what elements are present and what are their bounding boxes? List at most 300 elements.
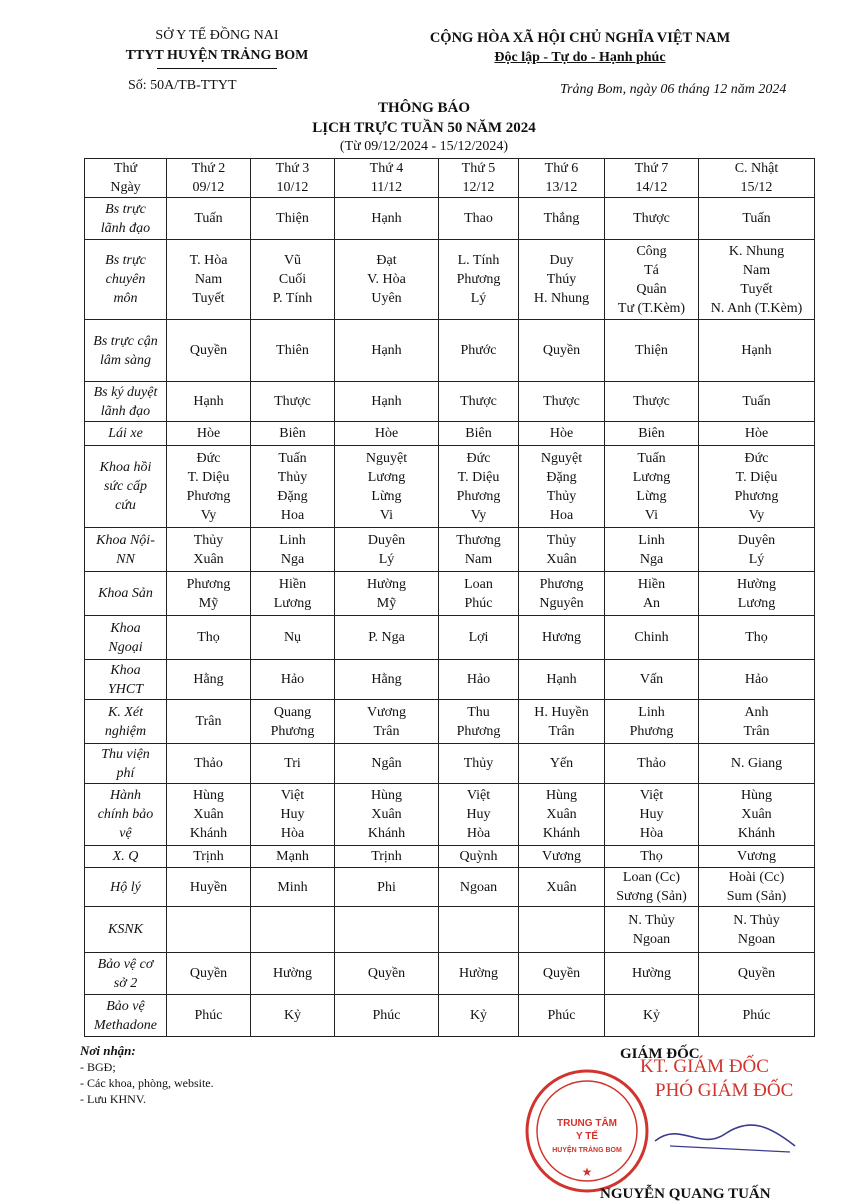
cell-text: Thiện xyxy=(276,211,309,226)
row-label-text: chính bảo xyxy=(97,807,154,822)
cell-text: Thứ 2 xyxy=(191,161,226,176)
cell-text: Kỷ xyxy=(642,1008,661,1023)
schedule-cell xyxy=(167,382,251,422)
row-label-text: Khoa xyxy=(110,620,141,636)
cell-text: H. Huyền xyxy=(534,704,589,720)
cell-text: Loan (Cc) xyxy=(622,870,681,885)
cell-text: Vũ xyxy=(283,253,302,268)
cell-text: Việt xyxy=(466,788,491,803)
row-label-text: lãnh đạo xyxy=(100,403,151,419)
cell-text: Ngoan xyxy=(459,879,498,895)
schedule-cell xyxy=(439,995,519,1037)
schedule-cell xyxy=(335,572,439,616)
cell-text: Vy xyxy=(200,507,217,523)
schedule-cell xyxy=(167,995,251,1037)
cell-text: Tuấn xyxy=(194,211,223,226)
cell-text: Hòa xyxy=(466,826,491,841)
cell-text: Lý xyxy=(470,291,487,306)
cell-text: Đức xyxy=(466,450,491,466)
cell-text: Trân xyxy=(548,723,575,739)
cell-text: Thảo xyxy=(637,756,666,771)
schedule-cell xyxy=(335,528,439,572)
cell-text: 11/12 xyxy=(370,180,403,195)
schedule-cell xyxy=(519,700,605,744)
schedule-cell xyxy=(335,320,439,382)
row-label-text: Bảo vệ xyxy=(106,998,145,1014)
table-row xyxy=(85,422,815,446)
cell-text: Thứ 6 xyxy=(544,161,579,176)
cell-text: Hùng xyxy=(192,788,225,803)
cell-text: Nguyệt xyxy=(365,450,408,466)
cell-text: Vy xyxy=(470,507,487,523)
cell-text: Thứ 3 xyxy=(275,161,310,176)
cell-text: Vấn xyxy=(639,672,664,687)
row-label-text: YHCT xyxy=(107,681,144,697)
header-cell-weekday xyxy=(85,159,167,198)
cell-text: Sương (Sản) xyxy=(616,889,687,904)
schedule-cell xyxy=(439,868,519,907)
schedule-cell xyxy=(335,422,439,446)
cell-text: Lừng xyxy=(636,488,667,504)
cell-text: Lương xyxy=(367,469,406,485)
schedule-cell xyxy=(439,320,519,382)
schedule-cell xyxy=(605,382,699,422)
cell-text: Thu xyxy=(467,704,490,720)
schedule-cell xyxy=(519,572,605,616)
schedule-cell xyxy=(605,907,699,953)
schedule-cell xyxy=(519,446,605,528)
table-row xyxy=(85,616,815,660)
cell-text: Thúy xyxy=(546,272,577,287)
cell-text: Nga xyxy=(280,551,305,567)
row-label-text: Thu viện xyxy=(101,746,150,762)
row-label-text: lâm sàng xyxy=(100,352,151,368)
table-row xyxy=(85,995,815,1037)
schedule-cell xyxy=(605,320,699,382)
schedule-cell xyxy=(519,953,605,995)
cell-text: Quyền xyxy=(542,966,581,981)
cell-text: Khánh xyxy=(737,826,776,841)
cell-text: N. Giang xyxy=(730,756,783,771)
cell-text: Thọ xyxy=(745,630,768,645)
cell-text: Tư (T.Kèm) xyxy=(617,300,686,316)
cell-text: Trịnh xyxy=(193,849,224,864)
cell-text: Thủy xyxy=(463,756,494,771)
cell-text: Hường xyxy=(366,576,407,592)
schedule-cell xyxy=(519,528,605,572)
schedule-cell xyxy=(699,660,815,700)
schedule-cell xyxy=(439,240,519,320)
cell-text: Nga xyxy=(639,551,664,567)
header-cell-day xyxy=(251,159,335,198)
cell-text: Hòa xyxy=(639,826,664,841)
row-label-text: Bs ký duyệt xyxy=(93,384,158,400)
cell-text: Hùng xyxy=(545,788,578,803)
row-label xyxy=(85,382,167,422)
cell-text: Thược xyxy=(633,211,670,226)
schedule-cell xyxy=(167,528,251,572)
row-label-text: Khoa Sản xyxy=(98,586,153,601)
schedule-cell xyxy=(519,660,605,700)
recipient-item: - Lưu KHNV. xyxy=(80,1092,146,1106)
schedule-cell xyxy=(251,744,335,784)
schedule-cell xyxy=(167,240,251,320)
schedule-cell xyxy=(519,995,605,1037)
schedule-cell xyxy=(699,846,815,868)
cell-text: Xuân xyxy=(193,807,224,822)
cell-text: Xuân xyxy=(371,807,402,822)
org-line-1: SỞ Y TẾ ĐỒNG NAI xyxy=(155,28,279,43)
row-label-text: chuyên xyxy=(105,272,146,287)
cell-text: Lý xyxy=(378,551,395,567)
schedule-cell xyxy=(699,422,815,446)
schedule-cell xyxy=(439,700,519,744)
schedule-cell xyxy=(167,868,251,907)
schedule-cell xyxy=(699,446,815,528)
schedule-cell xyxy=(251,907,335,953)
schedule-cell xyxy=(335,744,439,784)
cell-text: Huyền xyxy=(189,879,228,895)
cell-text: Duyên xyxy=(367,532,406,548)
table-row xyxy=(85,320,815,382)
cell-text: Thược xyxy=(633,394,670,409)
cell-text: Huy xyxy=(639,807,664,822)
header-cell-day xyxy=(519,159,605,198)
row-label-text: Hộ lý xyxy=(110,879,141,895)
cell-text: Tuyết xyxy=(192,291,225,306)
cell-text: Xuân xyxy=(193,551,224,567)
table-row xyxy=(85,382,815,422)
seal-text-3: HUYỆN TRẢNG BOM xyxy=(552,1147,622,1154)
schedule-cell xyxy=(519,846,605,868)
recipient-item: - Các khoa, phòng, website. xyxy=(80,1076,214,1090)
cell-text: Vi xyxy=(644,507,659,523)
cell-text: Đặng xyxy=(277,488,308,504)
cell-text: Ngoan xyxy=(737,931,776,947)
cell-text: Thảo xyxy=(194,756,223,771)
row-label xyxy=(85,528,167,572)
cell-text: Tuấn xyxy=(637,450,666,466)
table-row xyxy=(85,846,815,868)
cell-text: Phương xyxy=(186,488,231,504)
cell-text: Linh xyxy=(638,704,665,720)
seal-text-2: Y TẾ xyxy=(575,1131,599,1142)
row-label-text: Khoa xyxy=(110,662,141,678)
cell-text: Ngày xyxy=(110,180,141,195)
schedule-cell xyxy=(167,784,251,846)
schedule-cell xyxy=(335,846,439,868)
cell-text: Quân xyxy=(636,281,667,297)
cell-text: Hạnh xyxy=(741,343,772,358)
cell-text: Tri xyxy=(284,756,301,771)
row-label-text: cứu xyxy=(115,498,136,513)
cell-text: Phúc xyxy=(547,1008,576,1023)
cell-text: Lừng xyxy=(371,488,402,504)
cell-text: Ngân xyxy=(371,756,402,771)
row-label-text: K. Xét xyxy=(108,704,143,720)
schedule-cell xyxy=(251,198,335,240)
schedule-cell xyxy=(699,784,815,846)
cell-text: Nguyệt xyxy=(540,450,583,466)
cell-text: Xuân xyxy=(546,807,577,822)
cell-text: Linh xyxy=(638,532,665,548)
cell-text: Lương xyxy=(273,595,312,611)
cell-text: Thứ 4 xyxy=(369,161,404,176)
row-label xyxy=(85,868,167,907)
cell-text: Vương xyxy=(366,704,407,720)
cell-text: Hòa xyxy=(280,826,305,841)
schedule-cell xyxy=(251,616,335,660)
schedule-cell xyxy=(605,700,699,744)
recipient-item: - BGĐ; xyxy=(80,1060,116,1074)
cell-text: Thủy xyxy=(277,469,308,485)
doc-subtitle: LỊCH TRỰC TUẦN 50 NĂM 2024 xyxy=(312,120,536,136)
schedule-cell xyxy=(605,422,699,446)
schedule-cell xyxy=(699,907,815,953)
header-cell-day xyxy=(605,159,699,198)
signer-name: NGUYỄN QUANG TUẤN xyxy=(600,1186,771,1202)
cell-text: N. Thủy xyxy=(733,912,780,928)
schedule-cell xyxy=(251,446,335,528)
schedule-cell xyxy=(439,616,519,660)
cell-text: Sum (Sản) xyxy=(726,889,787,904)
cell-text: Phúc xyxy=(372,1008,401,1023)
schedule-cell xyxy=(605,868,699,907)
schedule-cell xyxy=(699,572,815,616)
cell-text: Hường xyxy=(736,576,777,592)
cell-text: Quyền xyxy=(737,966,776,981)
cell-text: Hạnh xyxy=(371,343,402,358)
schedule-cell xyxy=(335,953,439,995)
schedule-cell xyxy=(699,382,815,422)
doc-period: (Từ 09/12/2024 - 15/12/2024) xyxy=(339,139,509,154)
schedule-cell xyxy=(519,320,605,382)
row-label xyxy=(85,198,167,240)
schedule-cell xyxy=(439,907,519,953)
schedule-cell xyxy=(335,382,439,422)
cell-text: An xyxy=(642,595,661,611)
cell-text: Biên xyxy=(638,426,665,441)
header-cell-day xyxy=(439,159,519,198)
cell-text: Thứ 7 xyxy=(634,161,669,176)
schedule-cell xyxy=(167,446,251,528)
schedule-cell xyxy=(251,660,335,700)
seal-text-1: TRUNG TÂM xyxy=(557,1118,617,1129)
schedule-cell xyxy=(605,616,699,660)
row-label xyxy=(85,660,167,700)
row-label xyxy=(85,446,167,528)
row-label-text: NN xyxy=(116,551,135,567)
seal-star-icon: ★ xyxy=(581,1165,593,1179)
cell-text: Mỹ xyxy=(376,595,397,611)
cell-text: Hảo xyxy=(744,672,769,687)
schedule-cell xyxy=(439,422,519,446)
cell-text: Tá xyxy=(644,262,659,278)
row-label xyxy=(85,320,167,382)
official-seal xyxy=(522,1066,652,1196)
cell-text: T. Diệu xyxy=(735,469,778,485)
cell-text: Vương xyxy=(736,849,777,864)
cell-text: L. Tính xyxy=(457,253,500,268)
place-date: Trảng Bom, ngày 06 tháng 12 năm 2024 xyxy=(560,82,787,97)
schedule-cell xyxy=(439,382,519,422)
cell-text: Hương xyxy=(541,630,582,645)
cell-text: Hảo xyxy=(466,672,491,687)
row-label-text: môn xyxy=(113,291,138,306)
schedule-cell xyxy=(335,907,439,953)
cell-text: Phương xyxy=(456,723,501,739)
national-motto xyxy=(415,28,745,68)
row-label xyxy=(85,953,167,995)
schedule-cell xyxy=(519,907,605,953)
cell-text: Thương xyxy=(456,532,501,548)
cell-text: Đức xyxy=(744,450,769,466)
row-label-text: nghiệm xyxy=(104,723,147,739)
cell-text: Hòe xyxy=(374,426,399,441)
cell-text: Công xyxy=(636,243,667,259)
row-label-text: sở 2 xyxy=(113,975,138,991)
schedule-cell xyxy=(251,382,335,422)
cell-text: Phúc xyxy=(742,1008,771,1023)
table-row xyxy=(85,240,815,320)
header-cell-day xyxy=(699,159,815,198)
row-label-text: Bảo vệ cơ xyxy=(97,956,154,972)
schedule-cell xyxy=(335,616,439,660)
cell-text: Nụ xyxy=(283,630,302,645)
cell-text: Nam xyxy=(194,272,223,287)
schedule-cell xyxy=(439,846,519,868)
schedule-cell xyxy=(605,528,699,572)
cell-text: Huy xyxy=(280,807,305,822)
issuing-organization xyxy=(92,26,342,69)
cell-text: Phi xyxy=(377,879,396,895)
cell-text: Phương xyxy=(186,576,231,592)
schedule-cell xyxy=(699,868,815,907)
cell-text: Hường xyxy=(458,966,499,981)
row-label-text: lãnh đạo xyxy=(100,220,151,236)
cell-text: Lương xyxy=(632,469,671,485)
schedule-cell xyxy=(605,846,699,868)
cell-text: Minh xyxy=(277,879,308,895)
cell-text: Hiền xyxy=(278,576,307,592)
row-label-text: phí xyxy=(116,765,135,781)
row-label-text: Ngoại xyxy=(108,639,143,655)
cell-text: Hạnh xyxy=(371,394,402,409)
cell-text: 10/12 xyxy=(276,180,309,195)
cell-text: Loan xyxy=(464,576,493,592)
schedule-cell xyxy=(335,995,439,1037)
cell-text: Hòe xyxy=(549,426,574,441)
duty-schedule-table xyxy=(84,158,815,1037)
cell-text: Quyền xyxy=(542,343,581,358)
cell-text: Hạnh xyxy=(193,394,224,409)
cell-text: Trân xyxy=(195,714,222,729)
cell-text: Anh xyxy=(744,704,769,720)
cell-text: Phương xyxy=(734,488,779,504)
row-label-text: Bs trực xyxy=(105,253,146,268)
schedule-cell xyxy=(167,660,251,700)
table-row xyxy=(85,660,815,700)
cell-text: Thắng xyxy=(543,211,580,226)
cell-text: Thược xyxy=(460,394,497,409)
cell-text: Đạt xyxy=(376,253,397,268)
org-underline xyxy=(157,68,277,69)
schedule-cell xyxy=(335,700,439,744)
row-label xyxy=(85,907,167,953)
row-label xyxy=(85,846,167,868)
cell-text: Khánh xyxy=(189,826,228,841)
schedule-cell xyxy=(251,528,335,572)
row-label xyxy=(85,784,167,846)
schedule-cell xyxy=(251,572,335,616)
cell-text: Trịnh xyxy=(371,849,402,864)
schedule-cell xyxy=(335,660,439,700)
cell-text: Thủy xyxy=(193,532,224,548)
schedule-cell xyxy=(167,846,251,868)
cell-text: T. Diệu xyxy=(457,469,500,485)
row-label xyxy=(85,744,167,784)
cell-text: Hùng xyxy=(370,788,403,803)
document-number: Số: 50A/TB-TTYT xyxy=(128,78,237,93)
cell-text: Hòe xyxy=(744,426,769,441)
row-label xyxy=(85,422,167,446)
row-label-text: Bs trực cận xyxy=(93,333,158,349)
schedule-cell xyxy=(699,528,815,572)
schedule-cell xyxy=(251,846,335,868)
cell-text: Vi xyxy=(379,507,394,523)
cell-text: T. Hòa xyxy=(189,253,228,268)
cell-text: Tuấn xyxy=(742,211,771,226)
schedule-cell xyxy=(605,995,699,1037)
cell-text: Biên xyxy=(465,426,492,441)
row-label-text: Khoa Nội- xyxy=(96,532,155,548)
stamp-line-2: PHÓ GIÁM ĐỐC xyxy=(655,1080,794,1101)
table-row xyxy=(85,700,815,744)
cell-text: Trân xyxy=(373,723,400,739)
table-row xyxy=(85,744,815,784)
schedule-cell xyxy=(439,744,519,784)
schedule-cell xyxy=(519,868,605,907)
schedule-cell xyxy=(519,198,605,240)
schedule-cell xyxy=(167,700,251,744)
schedule-cell xyxy=(699,700,815,744)
schedule-cell xyxy=(605,784,699,846)
cell-text: Quyền xyxy=(189,343,228,358)
schedule-cell xyxy=(439,660,519,700)
schedule-cell xyxy=(439,198,519,240)
cell-text: Hảo xyxy=(280,672,305,687)
schedule-cell xyxy=(605,744,699,784)
cell-text: 12/12 xyxy=(462,180,495,195)
schedule-cell xyxy=(605,953,699,995)
schedule-cell xyxy=(519,744,605,784)
schedule-cell xyxy=(699,320,815,382)
schedule-cell xyxy=(335,446,439,528)
cell-text: K. Nhung xyxy=(728,243,785,259)
cell-text: Nam xyxy=(464,551,493,567)
cell-text: Thứ 5 xyxy=(461,161,496,176)
cell-text: Quyền xyxy=(367,966,406,981)
schedule-cell xyxy=(251,953,335,995)
cell-text: Yến xyxy=(549,756,574,771)
schedule-cell xyxy=(167,320,251,382)
schedule-cell xyxy=(335,198,439,240)
row-label-text: Lái xe xyxy=(108,426,143,441)
cell-text: P. Tính xyxy=(272,291,313,306)
cell-text: Phương xyxy=(270,723,315,739)
cell-text: Uyên xyxy=(371,291,402,306)
cell-text: Duy xyxy=(549,253,574,268)
